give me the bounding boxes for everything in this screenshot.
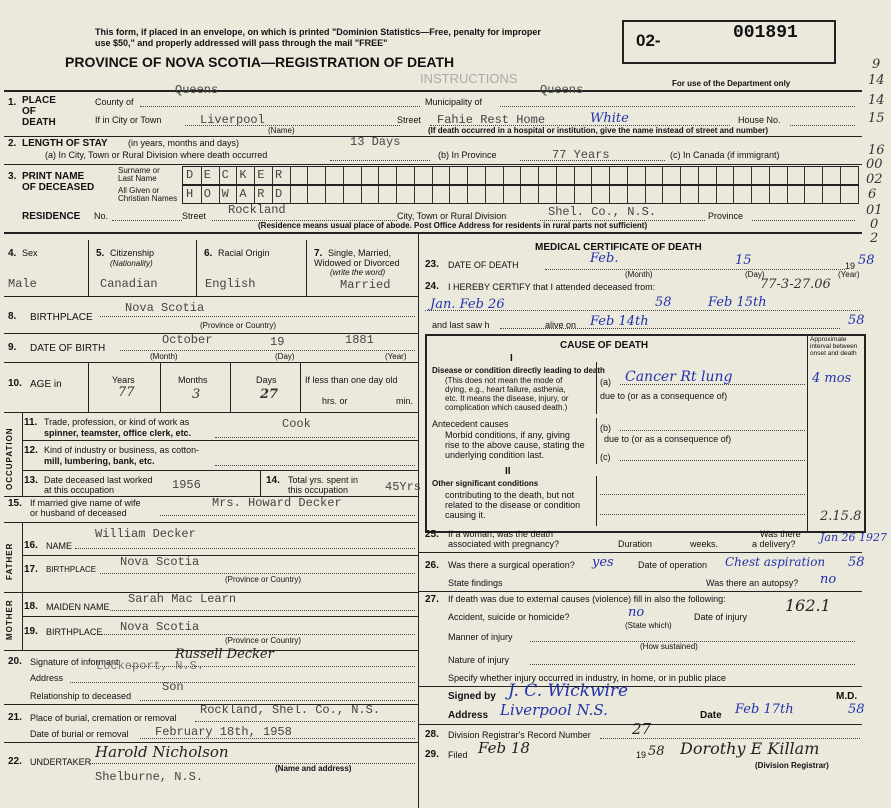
min-label: min. (396, 396, 414, 406)
mother-birthplace-label: BIRTHPLACE (46, 627, 103, 637)
residence-city-value: Shel. Co., N.S. (548, 205, 657, 219)
margin-number: 6 (868, 187, 877, 202)
grid-cell-divider (378, 167, 379, 184)
trade-value: Cook (282, 417, 311, 431)
length-of-stay-note: (in years, months and days) (128, 138, 240, 148)
medical-side-note: 2.15.8 (820, 509, 862, 524)
surgical-value: yes (592, 555, 614, 570)
marital-value: Married (340, 278, 391, 292)
grid-cell-divider (485, 186, 486, 203)
spouse-value: Mrs. Howard Decker (212, 496, 342, 510)
undertaker-address: Shelburne, N.S. (95, 770, 204, 784)
grid-cell-divider (680, 167, 681, 184)
spouse-label-1: If married give name of wife (30, 498, 141, 508)
industry-label-2: mill, lumbering, bank, etc. (44, 456, 155, 466)
mother-side-label: MOTHER (5, 599, 14, 640)
age-days-value: 27 (260, 387, 279, 402)
grid-cell-divider (520, 167, 521, 184)
grid-cell-divider (662, 167, 663, 184)
cause-a-value: Cancer Rt lung (625, 369, 733, 385)
length-of-stay-label: LENGTH OF STAY (22, 138, 108, 149)
operation-date-value: Chest aspiration (725, 555, 826, 569)
signed-by-label: Signed by (448, 691, 496, 702)
birthplace-sublabel: (Province or Country) (200, 321, 277, 330)
grid-cell-divider (858, 186, 859, 203)
certify-note: 77-3-27.06 (760, 277, 831, 292)
marital-label-2: Widowed or Divorced (314, 258, 400, 268)
filed-value: Feb 18 (478, 739, 530, 757)
certify-label: I HEREBY CERTIFY that I attended deceased from: (448, 282, 656, 292)
state-which-sublabel: (State which) (625, 621, 672, 630)
operation-date-label: Date of operation (638, 560, 708, 570)
last-saw-year: 58 (848, 313, 865, 328)
form-title: PROVINCE OF NOVA SCOTIA—REGISTRATION OF DEATH (65, 54, 455, 70)
grid-cell-divider (787, 186, 788, 203)
residence-street-label: Street (182, 211, 207, 221)
age-months-label: Months (178, 375, 208, 385)
grid-cell-divider (449, 167, 450, 184)
surgical-label: Was there a surgical operation? (448, 560, 575, 570)
grid-cell-divider (840, 167, 841, 184)
residence-province-label: Province (708, 211, 744, 221)
antecedent-label-2: Morbid conditions, if any, giving (445, 430, 570, 440)
of-label: OF (22, 106, 36, 117)
grid-cell-divider (840, 186, 841, 203)
dob-month-value: October (162, 333, 213, 347)
stay-province-label: (b) In Province (438, 150, 497, 160)
death-year-sublabel: (Year) (838, 270, 860, 279)
record-number-value: 27 (632, 720, 652, 738)
burial-date-value: February 18th, 1958 (155, 725, 292, 739)
disease-label-2: (This does not mean the mode of (445, 376, 563, 385)
father-name-value: William Decker (95, 527, 196, 541)
autopsy-value: no (820, 572, 837, 587)
other-label-1: Other significant conditions (432, 479, 539, 488)
grid-cell-divider (574, 167, 575, 184)
residence-no-label: No. (94, 211, 109, 221)
informant-address-label: Address (30, 673, 64, 683)
age-months-value: 3 (192, 387, 201, 402)
sex-value: Male (8, 277, 37, 291)
cause-of-death-title: CAUSE OF DEATH (560, 340, 649, 351)
grid-cell-divider (769, 186, 770, 203)
disease-label-3: dying, e.g., heart failure, asthenia, (445, 385, 566, 394)
total-years-label-1: Total yrs. spent in (288, 475, 359, 485)
grid-cell-divider (733, 167, 734, 184)
nature-of-injury-label: Nature of injury (448, 655, 510, 665)
grid-cell-divider (414, 186, 415, 203)
doctor-address-label: Address (448, 710, 489, 721)
registrar-signature: Dorothy E Killam (680, 739, 820, 758)
death-label: DEATH (22, 117, 56, 128)
doctor-address-value: Liverpool N.S. (500, 701, 608, 719)
grid-cell-divider (733, 186, 734, 203)
grid-cell-divider (556, 167, 557, 184)
death-day-value: 15 (735, 253, 752, 268)
grid-cell-divider (307, 186, 308, 203)
municipality-label: Municipality of (425, 97, 483, 107)
grid-cell-divider (645, 167, 646, 184)
last-worked-label-2: at this occupation (44, 485, 115, 495)
trade-label-2: spinner, teamster, office clerk, etc. (44, 428, 192, 438)
grid-cell-divider (627, 186, 628, 203)
death-month-value: Feb. (590, 251, 619, 266)
grid-cell-divider (467, 186, 468, 203)
grid-cell-divider (343, 186, 344, 203)
age-years-label: Years (112, 375, 135, 385)
dob-day-value: 19 (270, 335, 285, 349)
department-use-label: For use of the Department only (672, 79, 791, 88)
record-number-label: Division Registrar's Record Number (448, 730, 591, 740)
relationship-label: Relationship to deceased (30, 691, 132, 701)
municipality-value: Queens (540, 83, 584, 97)
accident-value: no (628, 605, 645, 620)
duration-label: Duration (618, 539, 653, 549)
occupation-side-label: OCCUPATION (5, 427, 14, 490)
grid-cell-divider (591, 186, 592, 203)
weeks-label: weeks. (690, 539, 719, 549)
marital-label-1: Single, Married, (328, 248, 392, 258)
name-sublabel: (Name) (268, 126, 295, 135)
grid-cell-divider (396, 167, 397, 184)
birthplace-value: Nova Scotia (125, 301, 205, 315)
burial-date-label: Date of burial or removal (30, 729, 129, 739)
street-label: Street (397, 115, 422, 125)
margin-number: 02 (866, 172, 883, 187)
other-label-3: related to the disease or condition (445, 500, 581, 510)
surname-value: DECKER (186, 168, 293, 182)
racial-origin-label: Racial Origin (218, 248, 270, 258)
spouse-label-2: or husband of deceased (30, 508, 127, 518)
signed-date-value: Feb 17th (735, 702, 794, 717)
dob-day-sublabel: (Day) (275, 352, 295, 361)
accident-label: Accident, suicide or homicide? (448, 612, 570, 622)
stay-city-label: (a) In City, Town or Rural Division where death occurred (45, 150, 268, 160)
trade-label-1: Trade, profession, or kind of work as (44, 417, 190, 427)
total-years-label-2: this occupation (288, 485, 349, 495)
mailing-notice-line-2: use $50," and properly addressed will pass through the mail "FREE" (95, 38, 388, 48)
stay-canada-label: (c) In Canada (if immigrant) (670, 150, 780, 160)
city-label: If in City or Town (95, 115, 162, 125)
undertaker-signature: Harold Nicholson (95, 743, 229, 761)
dob-year-sublabel: (Year) (385, 352, 407, 361)
grid-cell-divider (467, 167, 468, 184)
disease-label-4: etc. It means the disease, injury, or (445, 394, 569, 403)
disease-label-5: complication which caused death.) (445, 403, 568, 412)
margin-number: 01 (866, 203, 883, 218)
informant-signature-label: Signature of informant (30, 657, 119, 667)
external-causes-label: If death was due to external causes (violence) fill in also the following: (448, 594, 726, 604)
delivery-note: Jan 26 1927 (820, 531, 888, 544)
how-sustained-sublabel: (How sustained) (640, 642, 698, 651)
county-label: County of (95, 97, 134, 107)
death-year-value: 58 (858, 253, 875, 268)
surname-label-1: Surname or (118, 166, 160, 175)
grid-cell-divider (698, 186, 699, 203)
total-years-value: 45Yrs (385, 480, 422, 494)
age-years-value: 77 (118, 385, 135, 400)
margin-number: 9 (872, 57, 881, 72)
grid-cell-divider (591, 167, 592, 184)
death-registration-form: This form, if placed in an envelope, on which is printed "Dominion Statistics—Free, penalty for improper use $50," and properly addressed will pass through the mail "FREE" PROVINCE OF NOVA SCOTIA—REGISTRATION OF DEATH INSTRUCTIONS 02- 001891 For use of the Department only 9 14 14 15 16 00 02 6 01 0 2 1. PLACE OF DEATH County of Queens Municipality of Queens If in City or Town Liverpool (Name) Street Fahie Rest Home White House No. (If death occurred in a hospital or institution, give the name instead of street and number) 2. LENGTH OF STAY (in years, months and days) 13 Days (a) In City, Town or Rural Division where death occurred (b) In Province 77 Years (c) In Canada (if immigrant) 3. PRINT NAME OF DECEASED Surname or Last Name All Given or Christian Names DECKER HOWARD RESIDENCE No. Street Rockland City, Town or Rural Division Shel. Co., N.S. Province (Residence means usual place of abode. Post Office Address for residents in rural parts not sufficient) 4. Sex Male 5. Citizenship (Nationality) Canadian 6. Racial Origin English 7. Single, Married, Widowed or Divorced (write the word) Married 8. BIRTHPLACE Nova Scotia (Province or Country) 9. DATE OF BIRTH October 19 1881 (Month) (Day) (Year) 10. AGE in Years 77 Months 3 Days 27 If less than one day old hrs. or min. OCCUPATION 11. Trade, profession, or kind of work as spinner, teamster, office clerk, etc. Cook 12. Kind of industry or business, as cotton- mill, lumbering, bank, etc. 13. Date deceased last worked at this occupation 1956 14. Total yrs. spent in this occupation 45Yrs 15. If married give name of wife or husband of deceased Mrs. Howard Decker FATHER 16. NAME William Decker 17. BIRTHPLACE Nova Scotia (Province or Country) MOTHER 18. MAIDEN NAME Sarah Mac Learn 19. BIRTHPLACE Nova Scotia (Province or Country) 20. Signature of informant Russell Decker Lockeport, N.S. Address Son Relationship to deceased 21. Place of burial, cremation or removal Rockland, Shel. Co., N.S. Date of burial or removal February 18th, 1958 22. UNDERTAKER Harold Nicholson Shelburne, N.S. (Name and address) MEDICAL CERTIFICATE OF DEATH 23. DATE OF DEATH Feb. 15 19 58 (Month) (Day) (Year) 24. I HEREBY CERTIFY that I attended deceased from: 77-3-27.06 Jan. Feb 26 58 Feb 15th and last saw h alive on Feb 14th 58 CAUSE OF DEATH Approximate interval between onset and death I Disease or condition directly leading to death (This does not mean the mode of dying, e.g., heart failure, asthenia, etc. It means the disease, injury, or complication which caused death.) (a) Cancer Rt lung 4 mos due to (or as a consequence of) Antecedent causes Morbid conditions, if any, giving rise to the above cause, stating the underlying condition last. (b) due to (or as a consequence of) (c) II Other significant conditions contributing to the death, but not related to the disease or condition causing it. 2.15.8 25. If a woman, was the death associated with pregnancy? Duration weeks. Was there a delivery? Jan 26 1927 26. Was there a surgical operation? yes Date of operation Chest aspiration 58 State findings Was there an autopsy? no 27. If death was due to external causes (violence) fill in also the following: Accident, suicide or homicide? no (State which) Date of injury 162.1 Manner of injury (How sustained) Nature of injury Specify whether injury occurred in industry, in home, or in public place Signed by J. C. Wickwire M.D. Address Liverpool N.S. Date Feb 17th 58 28. Division Registrar's Record Number 27 29. Filed Feb 18 19 58 Dorothy E Killam (Division Registrar) (0, 0, 891, 808)
undertaker-sublabel: (Name and address) (275, 764, 352, 773)
grid-cell-divider (858, 167, 859, 184)
mother-name-label: MAIDEN NAME (46, 602, 110, 612)
grid-cell-divider (556, 186, 557, 203)
print-name-label: PRINT NAME (22, 171, 85, 182)
informant-signature: Russell Decker (175, 647, 274, 662)
grid-cell-divider (414, 167, 415, 184)
date-of-birth-label: DATE OF BIRTH (30, 343, 106, 354)
grid-cell-divider (520, 186, 521, 203)
due-to-label-b: due to (or as a consequence of) (604, 434, 732, 444)
grid-cell-divider (503, 167, 504, 184)
injury-date-label: Date of injury (694, 612, 748, 622)
registration-number: 001891 (733, 23, 798, 43)
residence-label: RESIDENCE (22, 211, 81, 222)
grid-cell-divider (432, 186, 433, 203)
signed-date-year: 58 (848, 702, 865, 717)
margin-number: 2 (870, 231, 879, 246)
grid-cell-divider (822, 186, 823, 203)
delivery-label-1: Was there (760, 529, 801, 539)
father-side-label: FATHER (5, 542, 14, 580)
age-label: AGE in (30, 379, 62, 390)
other-label-4: causing it. (445, 510, 486, 520)
informant-address-value: Lockeport, N.S. (96, 659, 205, 673)
manner-of-injury-label: Manner of injury (448, 632, 513, 642)
pregnancy-label-2: associated with pregnancy? (448, 539, 560, 549)
marital-label-3: (write the word) (330, 268, 386, 277)
grid-cell-divider (716, 186, 717, 203)
undertaker-label: UNDERTAKER (30, 757, 92, 767)
institution-note: (If death occurred in a hospital or institution, give the name instead of street and number) (428, 126, 769, 135)
relationship-value: Son (162, 680, 184, 694)
mother-birthplace-value: Nova Scotia (120, 620, 200, 634)
surname-label-2: Last Name (118, 174, 157, 183)
father-birthplace-label: BIRTHPLACE (46, 565, 97, 574)
grid-cell-divider (822, 167, 823, 184)
last-worked-value: 1956 (172, 478, 201, 492)
grid-cell-divider (751, 167, 752, 184)
street-value: Fahie Rest Home (437, 113, 546, 127)
grid-cell-divider (609, 186, 610, 203)
registrar-sublabel: (Division Registrar) (755, 761, 829, 770)
house-number-label: House No. (738, 115, 781, 125)
grid-cell-divider (378, 186, 379, 203)
sex-label: Sex (22, 248, 38, 258)
autopsy-label: Was there an autopsy? (706, 578, 799, 588)
section-two-label: II (505, 466, 511, 477)
given-label-1: All Given or (118, 186, 160, 195)
stay-city-value: 13 Days (350, 135, 401, 149)
grid-cell-divider (662, 186, 663, 203)
of-deceased-label: OF DECEASED (22, 182, 95, 193)
death-month-sublabel: (Month) (625, 270, 653, 279)
antecedent-label-3: rise to the above cause, stating the (445, 440, 585, 450)
margin-number: 00 (866, 157, 883, 172)
alive-on-label: alive on (545, 320, 577, 330)
grid-cell-divider (804, 186, 805, 203)
grid-cell-divider (361, 186, 362, 203)
dob-year-value: 1881 (345, 333, 374, 347)
father-birthplace-value: Nova Scotia (120, 555, 200, 569)
stay-province-value: 77 Years (552, 148, 610, 162)
grid-cell-divider (307, 167, 308, 184)
state-findings-label: State findings (448, 578, 503, 588)
industry-label-1: Kind of industry or business, as cotton- (44, 445, 200, 455)
grid-cell-divider (503, 186, 504, 203)
grid-cell-divider (343, 167, 344, 184)
grid-cell-divider (396, 186, 397, 203)
last-saw-value: Feb 14th (590, 314, 649, 329)
father-birthplace-sublabel: (Province or Country) (225, 575, 302, 584)
specify-label: Specify whether injury occurred in industry, in home, or in public place (448, 673, 726, 683)
place-label: PLACE (22, 95, 56, 106)
mother-birthplace-sublabel: (Province or Country) (225, 636, 302, 645)
grid-cell-divider (325, 186, 326, 203)
grid-cell-divider (698, 167, 699, 184)
grid-cell-divider (627, 167, 628, 184)
county-value: Queens (175, 83, 219, 97)
grid-cell-divider (645, 186, 646, 203)
burial-place-value: Rockland, Shel. Co., N.S. (200, 703, 381, 717)
last-worked-label-1: Date deceased last worked (44, 475, 153, 485)
margin-number: 0 (870, 217, 879, 232)
other-label-2: contributing to the death, but not (445, 490, 575, 500)
hrs-label: hrs. or (322, 396, 348, 406)
residence-note: (Residence means usual place of abode. Post Office Address for residents in rural parts not sufficient) (258, 221, 648, 230)
burial-place-label: Place of burial, cremation or removal (30, 713, 177, 723)
citizenship-value: Canadian (100, 277, 158, 291)
md-label: M.D. (836, 691, 858, 702)
birthplace-label: BIRTHPLACE (30, 312, 93, 323)
dob-month-sublabel: (Month) (150, 352, 178, 361)
grid-cell-divider (538, 186, 539, 203)
medical-certificate-title: MEDICAL CERTIFICATE OF DEATH (535, 242, 702, 253)
section-one-label: I (510, 353, 513, 364)
due-to-label-a: due to (or as a consequence of) (600, 391, 728, 401)
grid-cell-divider (716, 167, 717, 184)
attended-to-value: Feb 15th (708, 295, 767, 310)
residence-street-value: Rockland (228, 203, 286, 217)
delivery-label-2: a delivery? (752, 539, 796, 549)
age-days-label: Days (256, 375, 277, 385)
header-divider (4, 90, 862, 92)
attended-from-year: 58 (655, 295, 672, 310)
given-label-2: Christian Names (118, 194, 178, 203)
racial-origin-value: English (205, 277, 256, 291)
injury-date-note: 162.1 (785, 596, 831, 615)
death-year-prefix: 19 (845, 261, 856, 271)
margin-number: 14 (868, 73, 885, 88)
registration-prefix: 02- (636, 31, 661, 50)
grid-cell-divider (751, 186, 752, 203)
faint-instructions-text: INSTRUCTIONS (420, 71, 518, 86)
grid-cell-divider (804, 167, 805, 184)
residence-city-label: City, Town or Rural Division (397, 211, 507, 221)
attended-from-value: Jan. Feb 26 (430, 297, 505, 312)
last-saw-label: and last saw h (432, 320, 490, 330)
grid-cell-divider (485, 167, 486, 184)
interval-header: Approximate interval between onset and death (810, 336, 858, 358)
antecedent-label-1: Antecedent causes (432, 419, 509, 429)
grid-cell-divider (361, 167, 362, 184)
given-name-value: HOWARD (186, 187, 293, 201)
interval-a-value: 4 mos (812, 371, 852, 386)
citizenship-label: Citizenship (110, 248, 155, 258)
death-day-sublabel: (Day) (745, 270, 765, 279)
grid-cell-divider (574, 186, 575, 203)
less-than-day-label: If less than one day old (305, 375, 398, 385)
margin-number: 16 (868, 143, 885, 158)
signed-date-label: Date (700, 710, 722, 721)
grid-cell-divider (325, 167, 326, 184)
filed-year-value: 58 (648, 744, 665, 759)
grid-cell-divider (609, 167, 610, 184)
mother-name-value: Sarah Mac Learn (128, 592, 237, 606)
city-value: Liverpool (200, 113, 265, 127)
pregnancy-label-1: If a woman, was the death (448, 529, 554, 539)
margin-number: 15 (868, 111, 885, 126)
disease-label-1: Disease or condition directly leading to death (432, 366, 605, 375)
antecedent-label-4: underlying condition last. (445, 450, 545, 460)
father-name-label: NAME (46, 541, 73, 551)
grid-cell-divider (538, 167, 539, 184)
filed-label: Filed (448, 750, 468, 760)
operation-year-value: 58 (848, 555, 865, 570)
mailing-notice-line-1: This form, if placed in an envelope, on which is printed "Dominion Statistics—Free, penalty for improper (95, 27, 541, 37)
date-of-death-label: DATE OF DEATH (448, 260, 519, 270)
margin-number: 14 (868, 93, 885, 108)
grid-cell-divider (769, 167, 770, 184)
citizenship-sublabel: (Nationality) (110, 259, 153, 268)
grid-cell-divider (787, 167, 788, 184)
grid-cell-divider (449, 186, 450, 203)
grid-cell-divider (432, 167, 433, 184)
street-handwritten-note: White (590, 111, 629, 126)
signed-by-signature: J. C. Wickwire (508, 681, 629, 701)
grid-cell-divider (680, 186, 681, 203)
